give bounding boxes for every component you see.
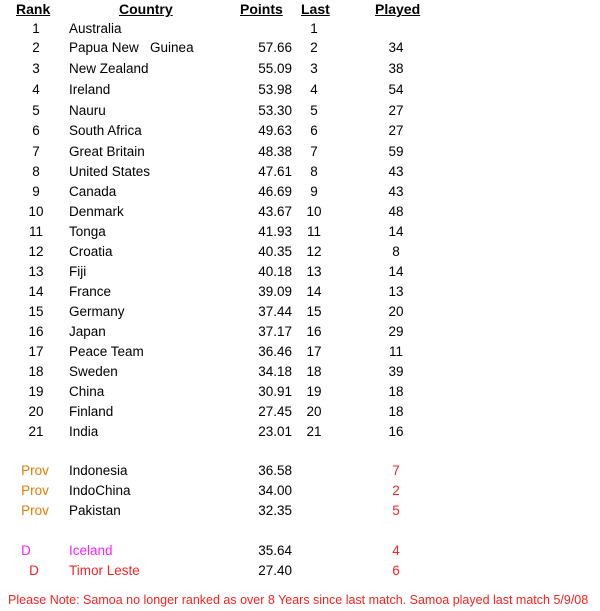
- ranked-played-cell: 29: [388, 324, 404, 339]
- ranked-rank-cell: 1: [32, 21, 40, 36]
- ranked-country-cell: Sweden: [69, 364, 118, 379]
- ranked-played-cell: 34: [388, 40, 404, 55]
- ranked-row: [0, 322, 600, 342]
- ranked-rank-cell: 4: [32, 82, 40, 97]
- ranked-row: [0, 80, 600, 100]
- ranked-last-cell: 20: [306, 404, 322, 419]
- ranked-row: [0, 182, 600, 202]
- ranked-played-cell: 13: [388, 284, 404, 299]
- ranked-points-cell: 53.98: [258, 82, 292, 97]
- ranked-played-cell: 27: [388, 103, 404, 118]
- ranked-played-cell: 8: [392, 244, 400, 259]
- ranked-points-cell: 34.18: [258, 364, 292, 379]
- delisted-points-cell: 35.64: [258, 543, 292, 558]
- ranked-country-cell: Canada: [69, 184, 117, 199]
- ranked-row: [0, 362, 600, 382]
- delisted-points-cell: 27.40: [258, 563, 292, 578]
- ranked-played-cell: 39: [388, 364, 404, 379]
- ranked-played-cell: 16: [388, 424, 404, 439]
- delisted-country-cell: Iceland: [69, 543, 113, 558]
- ranked-last-cell: 3: [310, 61, 318, 76]
- ranked-row: [0, 121, 600, 141]
- ranked-last-cell: 11: [306, 224, 321, 239]
- provisional-played-cell: 7: [392, 463, 400, 478]
- ranked-played-cell: 14: [388, 224, 404, 239]
- provisional-rank-cell: Prov: [21, 483, 49, 498]
- ranked-played-cell: 14: [388, 264, 404, 279]
- ranked-rank-cell: 20: [28, 404, 44, 419]
- ranked-points-cell: 57.66: [258, 40, 292, 55]
- header-last: Last: [301, 1, 330, 17]
- ranked-last-cell: 18: [306, 364, 322, 379]
- ranked-row: [0, 282, 600, 302]
- ranked-row: [0, 402, 600, 422]
- ranked-country-cell: South Africa: [69, 123, 142, 138]
- ranked-points-cell: 46.69: [258, 184, 292, 199]
- ranked-points-cell: 37.17: [258, 324, 292, 339]
- ranked-row: [0, 19, 600, 39]
- ranked-points-cell: 53.30: [258, 103, 292, 118]
- ranked-rank-cell: 14: [28, 284, 44, 299]
- header-country: Country: [119, 1, 173, 17]
- ranked-points-cell: 49.63: [258, 123, 292, 138]
- ranked-last-cell: 5: [310, 103, 318, 118]
- ranked-played-cell: 54: [388, 82, 404, 97]
- ranked-row: [0, 422, 600, 442]
- ranked-rank-cell: 16: [28, 324, 44, 339]
- ranked-played-cell: 11: [388, 344, 403, 359]
- ranked-last-cell: 13: [306, 264, 322, 279]
- ranked-country-cell: Croatia: [69, 244, 113, 259]
- ranked-country-cell: France: [69, 284, 112, 299]
- ranked-country-cell: Denmark: [69, 204, 124, 219]
- ranked-rank-cell: 3: [32, 61, 40, 76]
- ranked-played-cell: 18: [388, 404, 404, 419]
- provisional-played-cell: 5: [392, 503, 400, 518]
- ranked-last-cell: 6: [310, 123, 318, 138]
- ranked-rank-cell: 6: [32, 123, 40, 138]
- ranked-points-cell: 41.93: [258, 224, 292, 239]
- delisted-played-cell: 6: [392, 563, 400, 578]
- ranked-last-cell: 9: [310, 184, 318, 199]
- ranked-rank-cell: 17: [28, 344, 44, 359]
- provisional-country-cell: Indonesia: [69, 463, 128, 478]
- ranked-last-cell: 4: [310, 82, 318, 97]
- provisional-row: [0, 481, 600, 501]
- ranked-played-cell: 18: [388, 384, 404, 399]
- ranked-country-cell: Ireland: [69, 82, 111, 97]
- delisted-rank-cell: D: [29, 563, 39, 578]
- header-points: Points: [240, 1, 283, 17]
- ranked-rank-cell: 19: [28, 384, 44, 399]
- ranked-points-cell: 39.09: [258, 284, 292, 299]
- ranked-row: [0, 202, 600, 222]
- ranked-last-cell: 21: [306, 424, 322, 439]
- ranked-last-cell: 12: [306, 244, 322, 259]
- ranked-row: [0, 382, 600, 402]
- provisional-rank-cell: Prov: [21, 463, 49, 478]
- ranked-country-cell: Great Britain: [69, 144, 145, 159]
- ranked-rank-cell: 2: [32, 40, 40, 55]
- ranked-row: [0, 222, 600, 242]
- provisional-row: [0, 501, 600, 521]
- ranked-last-cell: 7: [310, 144, 318, 159]
- ranked-points-cell: 40.18: [258, 264, 292, 279]
- ranked-rank-cell: 12: [28, 244, 44, 259]
- ranked-last-cell: 16: [306, 324, 322, 339]
- ranked-played-cell: 48: [388, 204, 404, 219]
- ranked-rank-cell: 21: [28, 424, 44, 439]
- ranked-rank-cell: 8: [32, 164, 40, 179]
- header-rank: Rank: [16, 1, 51, 17]
- ranked-country-cell: India: [69, 424, 99, 439]
- ranked-points-cell: 27.45: [258, 404, 292, 419]
- ranked-rank-cell: 9: [32, 184, 40, 199]
- ranked-points-cell: 48.38: [258, 144, 292, 159]
- provisional-country-cell: IndoChina: [69, 483, 131, 498]
- ranked-last-cell: 14: [306, 284, 322, 299]
- ranked-row: [0, 342, 600, 362]
- ranked-points-cell: 30.91: [258, 384, 292, 399]
- ranked-points-cell: 55.09: [258, 61, 292, 76]
- delisted-rank-cell: D: [21, 543, 31, 558]
- ranked-last-cell: 8: [310, 164, 318, 179]
- ranked-country-cell: Papua New Guinea: [69, 40, 194, 55]
- ranked-rank-cell: 10: [28, 204, 44, 219]
- ranked-country-cell: Finland: [69, 404, 114, 419]
- ranked-points-cell: 40.35: [258, 244, 292, 259]
- delisted-country-cell: Timor Leste: [69, 563, 140, 578]
- footnote: Please Note: Samoa no longer ranked as over 8 Years since last match. Samoa played last match 5/9/08: [8, 593, 589, 607]
- ranked-row: [0, 59, 600, 79]
- ranked-points-cell: 23.01: [258, 424, 292, 439]
- ranked-country-cell: Tonga: [69, 224, 106, 239]
- ranked-country-cell: Australia: [69, 21, 122, 36]
- ranked-rank-cell: 7: [32, 144, 40, 159]
- provisional-played-cell: 2: [392, 483, 400, 498]
- provisional-points-cell: 34.00: [258, 483, 292, 498]
- ranked-last-cell: 17: [306, 344, 322, 359]
- delisted-played-cell: 4: [392, 543, 400, 558]
- ranked-rank-cell: 5: [32, 103, 40, 118]
- ranked-rank-cell: 18: [28, 364, 44, 379]
- ranked-row: [0, 38, 600, 58]
- ranked-row: [0, 162, 600, 182]
- ranked-row: [0, 262, 600, 282]
- ranked-played-cell: 20: [388, 304, 404, 319]
- ranked-country-cell: United States: [69, 164, 151, 179]
- ranked-rank-cell: 13: [28, 264, 44, 279]
- ranked-country-cell: Germany: [69, 304, 125, 319]
- ranked-last-cell: 1: [310, 21, 318, 36]
- ranked-played-cell: 43: [388, 184, 404, 199]
- provisional-row: [0, 461, 600, 481]
- header-played: Played: [375, 1, 421, 17]
- ranked-country-cell: Nauru: [69, 103, 106, 118]
- ranked-row: [0, 302, 600, 322]
- ranked-country-cell: Japan: [69, 324, 106, 339]
- ranked-last-cell: 15: [306, 304, 322, 319]
- ranked-last-cell: 10: [306, 204, 322, 219]
- ranked-played-cell: 27: [388, 123, 404, 138]
- ranked-row: [0, 142, 600, 162]
- provisional-points-cell: 32.35: [258, 503, 292, 518]
- ranked-row: [0, 242, 600, 262]
- provisional-rank-cell: Prov: [21, 503, 49, 518]
- ranked-played-cell: 59: [388, 144, 404, 159]
- ranked-points-cell: 37.44: [258, 304, 292, 319]
- ranked-last-cell: 2: [310, 40, 318, 55]
- provisional-country-cell: Pakistan: [69, 503, 121, 518]
- ranked-rank-cell: 15: [28, 304, 44, 319]
- ranked-country-cell: Fiji: [69, 264, 87, 279]
- provisional-points-cell: 36.58: [258, 463, 292, 478]
- ranked-points-cell: 43.67: [258, 204, 292, 219]
- delisted-row: [0, 541, 600, 561]
- ranked-points-cell: 36.46: [258, 344, 292, 359]
- ranked-points-cell: 47.61: [258, 164, 292, 179]
- ranked-rank-cell: 11: [28, 224, 43, 239]
- ranked-played-cell: 38: [388, 61, 404, 76]
- ranked-country-cell: Peace Team: [69, 344, 144, 359]
- ranked-played-cell: 43: [388, 164, 404, 179]
- ranked-country-cell: China: [69, 384, 105, 399]
- ranked-row: [0, 101, 600, 121]
- delisted-row: [0, 561, 600, 581]
- ranked-last-cell: 19: [306, 384, 322, 399]
- ranked-country-cell: New Zealand: [69, 61, 149, 76]
